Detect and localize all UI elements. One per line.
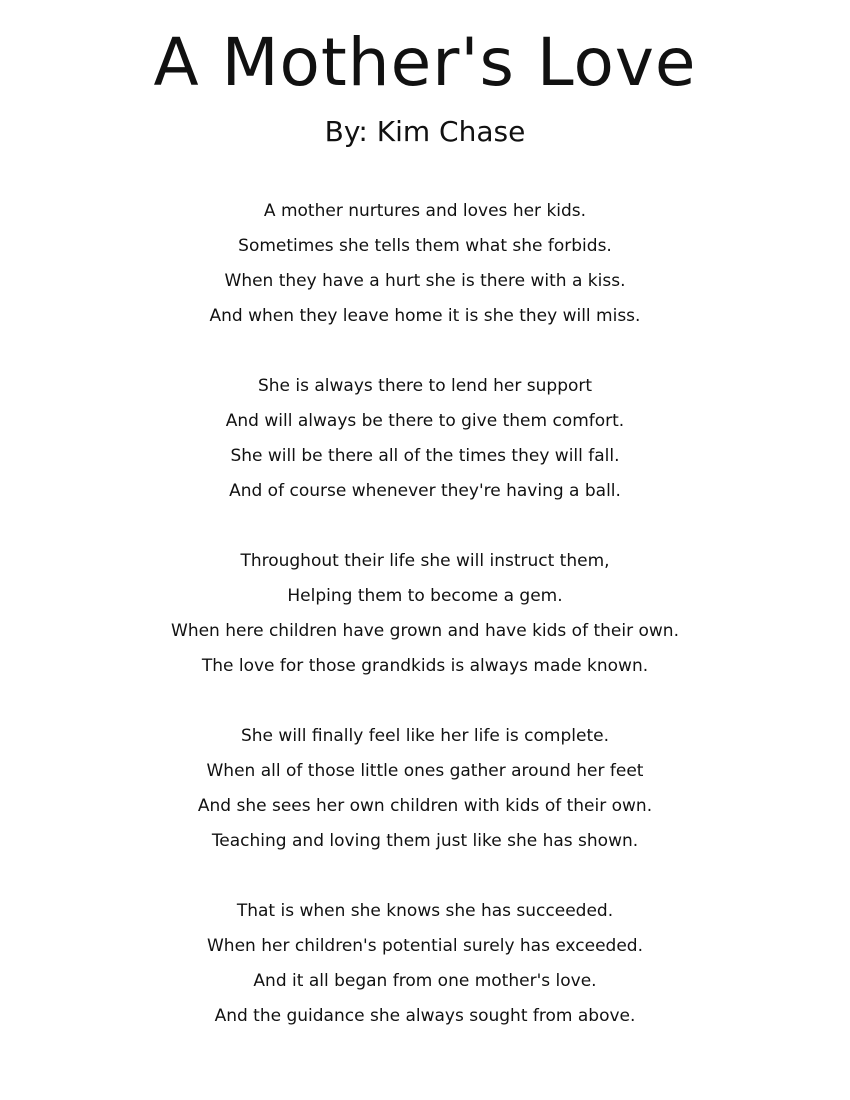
stanza-2 (0, 369, 850, 509)
poem-line: That is when she knows she has succeeded. (236, 901, 614, 921)
stanza-3 (0, 544, 850, 684)
poem-line: A mother nurtures and loves her kids. (263, 201, 587, 221)
poem-line: When her children's potential surely has exceeded. (207, 936, 643, 956)
poem-line: And the guidance she always sought from above. (214, 1006, 636, 1026)
poem-line: And will always be there to give them comfort. (225, 411, 625, 431)
poem-line: She will be there all of the times they will fall. (230, 446, 620, 466)
stanza-4 (0, 719, 850, 859)
poem-line: She is always there to lend her support (257, 376, 593, 396)
poem-title: A Mother's Love (153, 24, 697, 101)
poem-line: Throughout their life she will instruct them, (240, 551, 610, 571)
poem-line: When here children have grown and have kids of their own. (171, 621, 679, 641)
poem-line: And she sees her own children with kids of their own. (197, 796, 653, 816)
stanza-5 (0, 894, 850, 1034)
poem-line: And when they leave home it is she they will miss. (209, 306, 641, 326)
stanza-1 (0, 194, 850, 334)
poem-line: Teaching and loving them just like she has shown. (211, 831, 639, 851)
poem-body (0, 194, 850, 1069)
poem-line: She will finally feel like her life is complete. (240, 726, 609, 746)
poem-line: And it all began from one mother's love. (253, 971, 597, 991)
poem-line: When they have a hurt she is there with a kiss. (224, 271, 626, 291)
poem-line: Helping them to become a gem. (287, 586, 563, 606)
poem-byline: By: Kim Chase (324, 115, 526, 148)
poem-line: Sometimes she tells them what she forbids. (238, 236, 612, 256)
poem-line: And of course whenever they're having a ball. (229, 481, 621, 501)
poem-line: The love for those grandkids is always made known. (201, 656, 649, 676)
poem-line: When all of those little ones gather around her feet (206, 761, 644, 781)
